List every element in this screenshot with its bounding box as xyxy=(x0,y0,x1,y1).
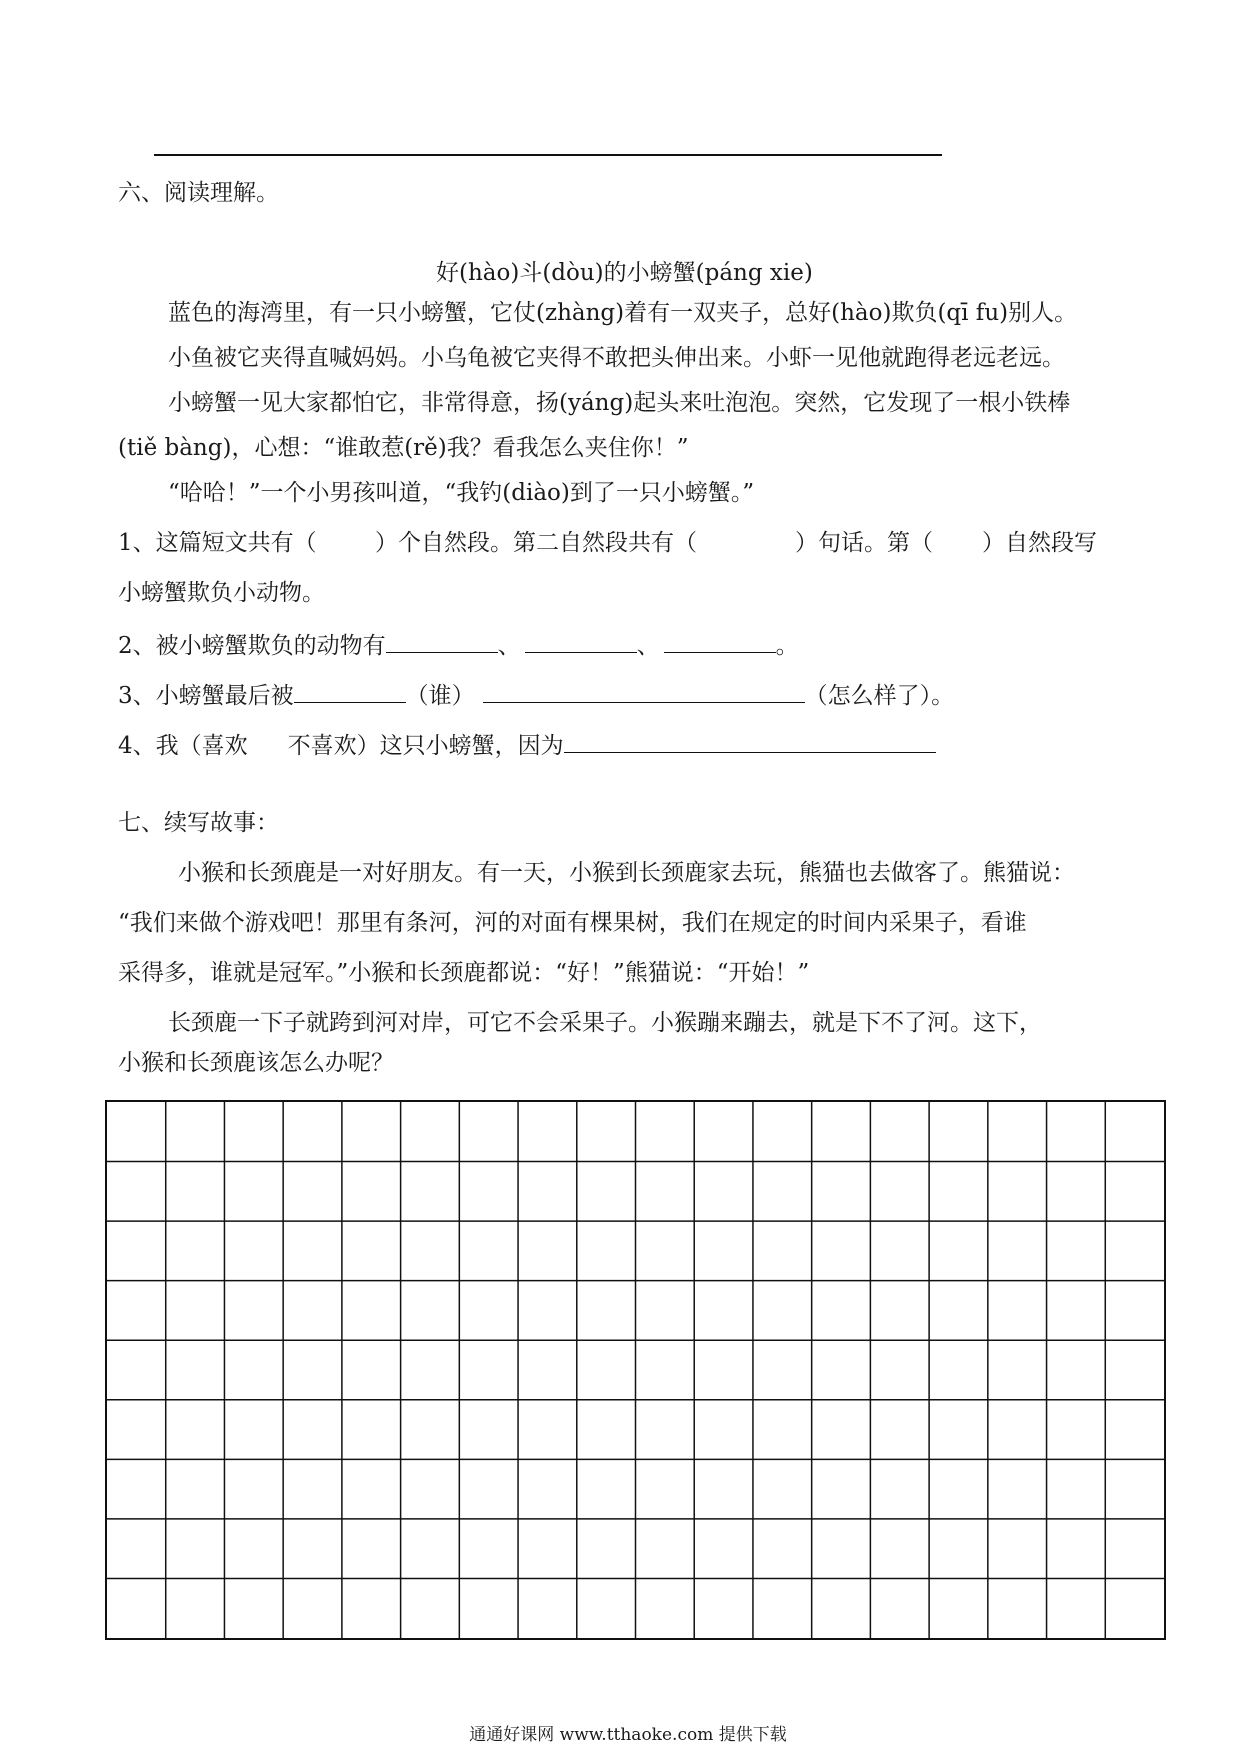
continuation-paragraph-1-line2: “我们来做个游戏吧！那里有条河，河的对面有棵果树，我们在规定的时间内采果子，看谁 xyxy=(118,910,1027,936)
answer-blank[interactable] xyxy=(294,678,406,703)
answer-blank[interactable] xyxy=(525,628,637,653)
story-paragraph-3-line2: (tiě bàng)，心想：“谁敢惹(rě)我？看我怎么夹住你！” xyxy=(118,435,689,461)
continuation-paragraph-1-line3: 采得多，谁就是冠军。”小猴和长颈鹿都说：“好！”熊猫说：“开始！” xyxy=(118,960,810,986)
continuation-paragraph-2-line2: 小猴和长颈鹿该怎么办呢？ xyxy=(118,1050,394,1076)
story-paragraph-3-line1: 小螃蟹一见大家都怕它，非常得意，扬(yáng)起头来吐泡泡。突然，它发现了一根小铁棒 xyxy=(168,390,1071,416)
continuation-paragraph-1-line1: 小猴和长颈鹿是一对好朋友。有一天，小猴到长颈鹿家去玩，熊猫也去做客了。熊猫说： xyxy=(178,860,1075,886)
answer-blank[interactable] xyxy=(564,728,936,753)
answer-blank[interactable] xyxy=(386,628,498,653)
answer-line-top xyxy=(154,154,942,156)
footer-credit: 通通好课网 www.tthaoke.com 提供下载 xyxy=(469,1725,787,1745)
question-2 xyxy=(118,628,799,661)
writing-grid-lines xyxy=(107,1102,1164,1638)
story-title: 好(hào)斗(dòu)的小螃蟹(páng xie) xyxy=(436,260,813,286)
answer-blank[interactable] xyxy=(483,678,805,703)
question-3-how: （怎么样了）。 xyxy=(804,683,955,709)
question-2-separator: 、 xyxy=(636,633,660,659)
section7-title: 七、续写故事： xyxy=(118,810,279,836)
question-2-end: 。 xyxy=(775,633,799,659)
question-1-part1: 1、这篇短文共有（ xyxy=(118,530,317,556)
question-3 xyxy=(118,678,954,711)
question-2-separator: 、 xyxy=(497,633,521,659)
continuation-paragraph-2-line1: 长颈鹿一下子就跨到河对岸，可它不会采果子。小猴蹦来蹦去，就是下不了河。这下， xyxy=(168,1010,1042,1036)
question-2-prefix: 2、被小螃蟹欺负的动物有 xyxy=(118,633,386,659)
story-paragraph-2: 小鱼被它夹得直喊妈妈。小乌龟被它夹得不敢把头伸出来。小虾一见他就跑得老远老远。 xyxy=(168,345,1065,371)
question-4-prefix: 4、我（喜欢 xyxy=(118,733,248,759)
question-1-part4: ）自然段写 xyxy=(982,530,1097,556)
writing-grid[interactable] xyxy=(105,1100,1166,1640)
section6-title: 六、阅读理解。 xyxy=(118,180,279,206)
question-4-middle: 不喜欢）这只小螃蟹，因为 xyxy=(287,733,564,759)
answer-blank[interactable] xyxy=(664,628,776,653)
story-paragraph-4: “哈哈！”一个小男孩叫道，“我钓(diào)到了一只小螃蟹。” xyxy=(168,480,755,506)
question-1-part3: ）句话。第（ xyxy=(795,530,933,556)
question-4 xyxy=(118,728,936,761)
story-paragraph-1: 蓝色的海湾里，有一只小螃蟹，它仗(zhàng)着有一双夹子，总好(hào)欺负(qī fu)别人。 xyxy=(168,300,1078,326)
question-1-line2: 小螃蟹欺负小动物。 xyxy=(118,580,325,606)
question-1-part2: ）个自然段。第二自然段共有（ xyxy=(375,530,697,556)
question-3-who: （谁） xyxy=(405,683,475,709)
question-3-prefix: 3、小螃蟹最后被 xyxy=(118,683,294,709)
